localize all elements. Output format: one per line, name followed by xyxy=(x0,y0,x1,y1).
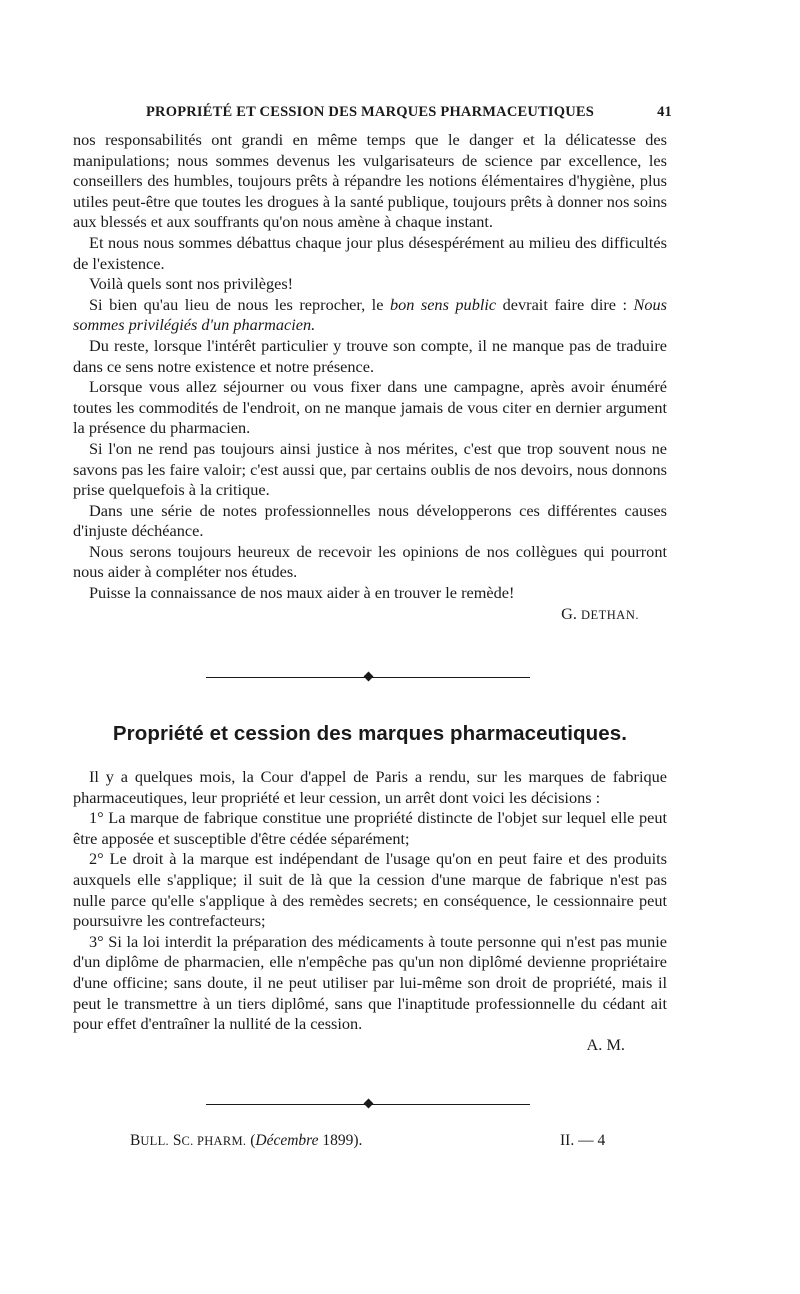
section-divider xyxy=(206,1099,530,1111)
citation-part: 1899). xyxy=(318,1132,363,1149)
signature-initial: G. xyxy=(561,603,581,623)
citation-part: C. xyxy=(181,1134,194,1148)
text-run: devrait faire dire : xyxy=(496,294,634,314)
page-number: 41 xyxy=(657,104,672,120)
article-signature: A. M. xyxy=(586,1034,625,1054)
paragraph: Du reste, lorsque l'intérêt particulier y trouve son compte, il ne manque pas de traduire dans ce sens notre existence et notre présence. xyxy=(73,335,667,376)
paragraph: Dans une série de notes professionnelles nous développerons ces différentes causes d'injuste déchéance. xyxy=(73,500,667,541)
paragraph: Si l'on ne rend pas toujours ainsi justice à nos mérites, c'est que trop souvent nous ne savons pas les faire valoir; c'est aussi que, par certains oublis de nos devoirs, nous donnons prise quelquefois à la critique. xyxy=(73,438,667,500)
section-divider xyxy=(206,672,530,684)
citation-part: B xyxy=(130,1132,141,1149)
paragraph: Et nous nous sommes débattus chaque jour plus désespérément au milieu des difficultés de l'existence. xyxy=(73,232,667,273)
paragraph: Voilà quels sont nos privilèges! xyxy=(89,274,294,294)
article-body xyxy=(73,767,667,1055)
paragraph: Il y a quelques mois, la Cour d'appel de Paris a rendu, sur les marques de fabrique pharmaceutiques, leur propriété et leur cession, un arrêt dont voici les décisions : xyxy=(73,767,667,807)
article-title: Propriété et cession des marques pharmaceutiques. xyxy=(112,722,628,745)
citation-part: S xyxy=(168,1132,182,1149)
paragraph xyxy=(73,295,667,336)
sheet-signature: II. — 4 xyxy=(560,1132,606,1149)
author-signature xyxy=(73,604,667,626)
italic-text: bon sens public xyxy=(389,294,497,314)
italic-text: Nous sommes privilégiés d'un pharmacien. xyxy=(73,294,668,335)
section-previous-article xyxy=(73,130,667,625)
numbered-decision: 2° Le droit à la marque est indépendant de l'usage qu'on en peut faire et des produits auxquels elle s'applique; il suit de là que la cession d'une marque de fabrique n'est pas nulle parce qu'elle s'applique à des remèdes secrets; en conséquence, le cessionnaire peut poursuivre les contrefacteurs; xyxy=(73,849,667,931)
citation-month: Décembre xyxy=(255,1132,319,1149)
paragraph: Puisse la connaissance de nos maux aider à en trouver le remède! xyxy=(89,583,515,603)
citation-part: ULL. xyxy=(140,1134,169,1148)
signature-name: DETHAN. xyxy=(580,607,639,622)
citation-part: PHARM. xyxy=(193,1134,247,1148)
diamond-ornament-icon xyxy=(364,1099,374,1109)
running-title: PROPRIÉTÉ ET CESSION DES MARQUES PHARMACEUTIQUES xyxy=(146,104,595,120)
numbered-decision: 3° Si la loi interdit la préparation des médicaments à toute personne qui n'est pas munie d'un diplôme de pharmacien, elle n'empêche pas qu'un non diplômé devienne propriétaire d'une officine; sans doute, il ne peut utiliser par lui-même son droit de propriété, mais il peut le transmettre à un tiers diplômé, sans que l'inaptitude professionnelle du cédant ait pour effet d'entraîner la nullité de la cession. xyxy=(73,931,667,1034)
journal-citation xyxy=(130,1132,362,1150)
paragraph: nos responsabilités ont grandi en même temps que le danger et la délicatesse des manipulations; nous sommes devenus les vulgarisateurs de science par excellence, les conseillers des humbles, toujours prêts à répandre les notions élémentaires d'hygiène, plus utiles peut-être que toutes les drogues à la santé publique, toujours prêts à donner nos soins aux blessés et aux souffrants qu'on nous amène à chaque instant. xyxy=(73,130,667,232)
citation-part: ( xyxy=(246,1132,256,1149)
text-run: Si bien qu'au lieu de nous les reprocher, le xyxy=(89,294,390,314)
numbered-decision: 1° La marque de fabrique constitue une propriété distincte de l'objet sur lequel elle peut être apposée et susceptible d'être cédée séparément; xyxy=(73,808,667,848)
paragraph: Lorsque vous allez séjourner ou vous fixer dans une campagne, après avoir énuméré toutes les commodités de l'endroit, on ne manque jamais de vous citer en dernier argument la présence du pharmacien. xyxy=(73,377,667,438)
diamond-ornament-icon xyxy=(364,672,374,682)
paragraph: Nous serons toujours heureux de recevoir les opinions de nos collègues qui pourront nous aider à compléter nos études. xyxy=(73,541,667,582)
